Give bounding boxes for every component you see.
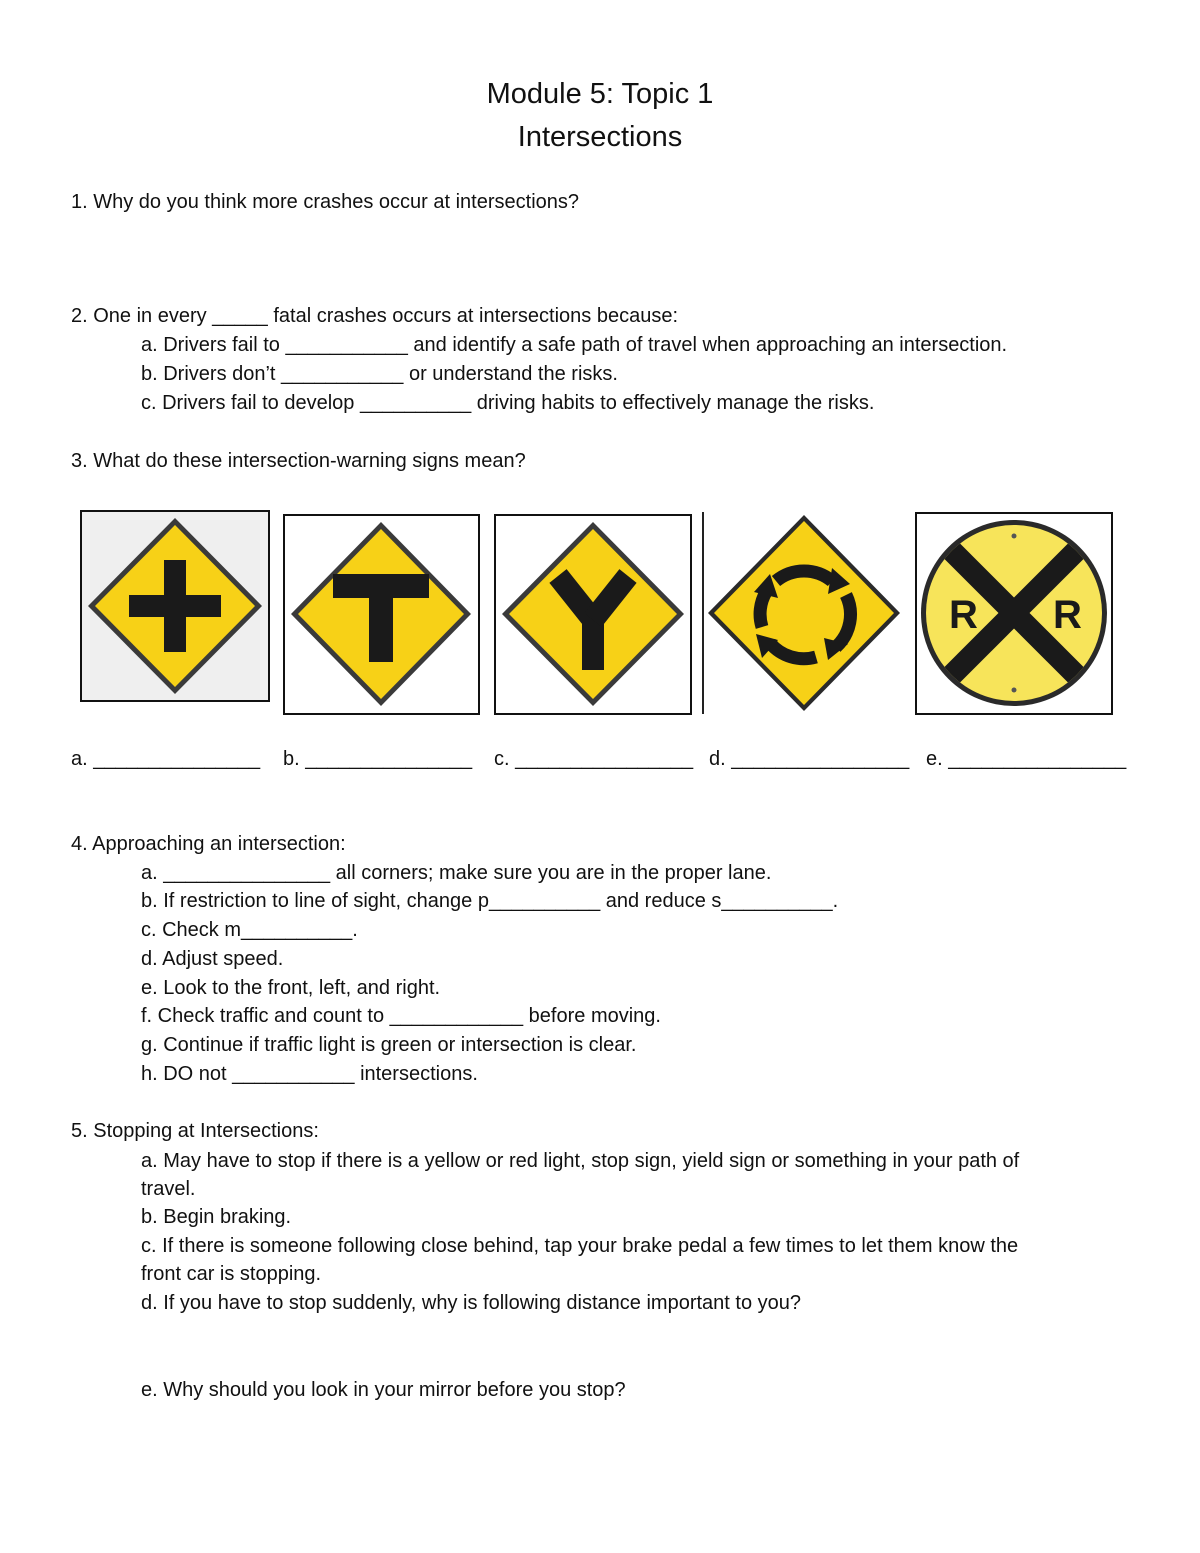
- question-2-item-b: b. Drivers don’t ___________ or understand the risks.: [141, 363, 618, 385]
- page-subtitle: Intersections: [517, 121, 683, 153]
- railroad-sign-letter-right: R: [1053, 593, 1082, 637]
- question-4-item-a: a. _______________ all corners; make sure you are in the proper lane.: [141, 862, 772, 884]
- answer-c: c. ________________: [494, 748, 694, 770]
- question-5: 5. Stopping at Intersections:: [71, 1120, 319, 1142]
- roundabout-sign-icon: [704, 512, 904, 714]
- question-2: 2. One in every _____ fatal crashes occurs at intersections because:: [71, 305, 679, 327]
- railroad-sign-letter-left: R: [949, 593, 978, 637]
- answer-b: b. _______________: [283, 748, 473, 770]
- question-4-item-d: d. Adjust speed.: [141, 948, 284, 970]
- question-5-item-a-continued: travel.: [141, 1178, 196, 1200]
- page-title: Module 5: Topic 1: [486, 78, 714, 110]
- question-4-item-b: b. If restriction to line of sight, change p__________ and reduce s__________.: [141, 890, 839, 912]
- question-2-item-c: c. Drivers fail to develop __________ driving habits to effectively manage the risks.: [141, 392, 875, 414]
- y-intersection-sign-icon: [494, 514, 692, 715]
- question-4-item-f: f. Check traffic and count to ____________ before moving.: [141, 1005, 661, 1027]
- answer-e: e. ________________: [926, 748, 1127, 770]
- answer-a: a. _______________: [71, 748, 261, 770]
- question-4-item-e: e. Look to the front, left, and right.: [141, 977, 441, 999]
- answer-d: d. ________________: [709, 748, 910, 770]
- question-5-item-b: b. Begin braking.: [141, 1206, 292, 1228]
- question-5-item-e: e. Why should you look in your mirror before you stop?: [141, 1379, 626, 1401]
- question-3: 3. What do these intersection-warning signs mean?: [71, 450, 526, 472]
- crossroad-sign-icon: [80, 510, 270, 702]
- t-intersection-sign-icon: [283, 514, 480, 715]
- question-4-item-h: h. DO not ___________ intersections.: [141, 1063, 478, 1085]
- question-5-item-d: d. If you have to stop suddenly, why is following distance important to you?: [141, 1292, 801, 1314]
- question-5-item-a: a. May have to stop if there is a yellow or red light, stop sign, yield sign or something in your path of: [141, 1150, 1020, 1172]
- question-5-item-c: c. If there is someone following close behind, tap your brake pedal a few times to let them know the: [141, 1235, 1019, 1257]
- question-4: 4. Approaching an intersection:: [71, 833, 346, 855]
- question-4-item-c: c. Check m__________.: [141, 919, 358, 941]
- question-5-item-c-continued: front car is stopping.: [141, 1263, 322, 1285]
- question-2-item-a: a. Drivers fail to ___________ and identify a safe path of travel when approaching an intersection.: [141, 334, 1008, 356]
- roundabout-sign-face: [714, 521, 894, 705]
- question-1: 1. Why do you think more crashes occur at intersections?: [71, 191, 580, 213]
- railroad-crossing-sign-icon: [915, 512, 1113, 715]
- question-4-item-g: g. Continue if traffic light is green or intersection is clear.: [141, 1034, 637, 1056]
